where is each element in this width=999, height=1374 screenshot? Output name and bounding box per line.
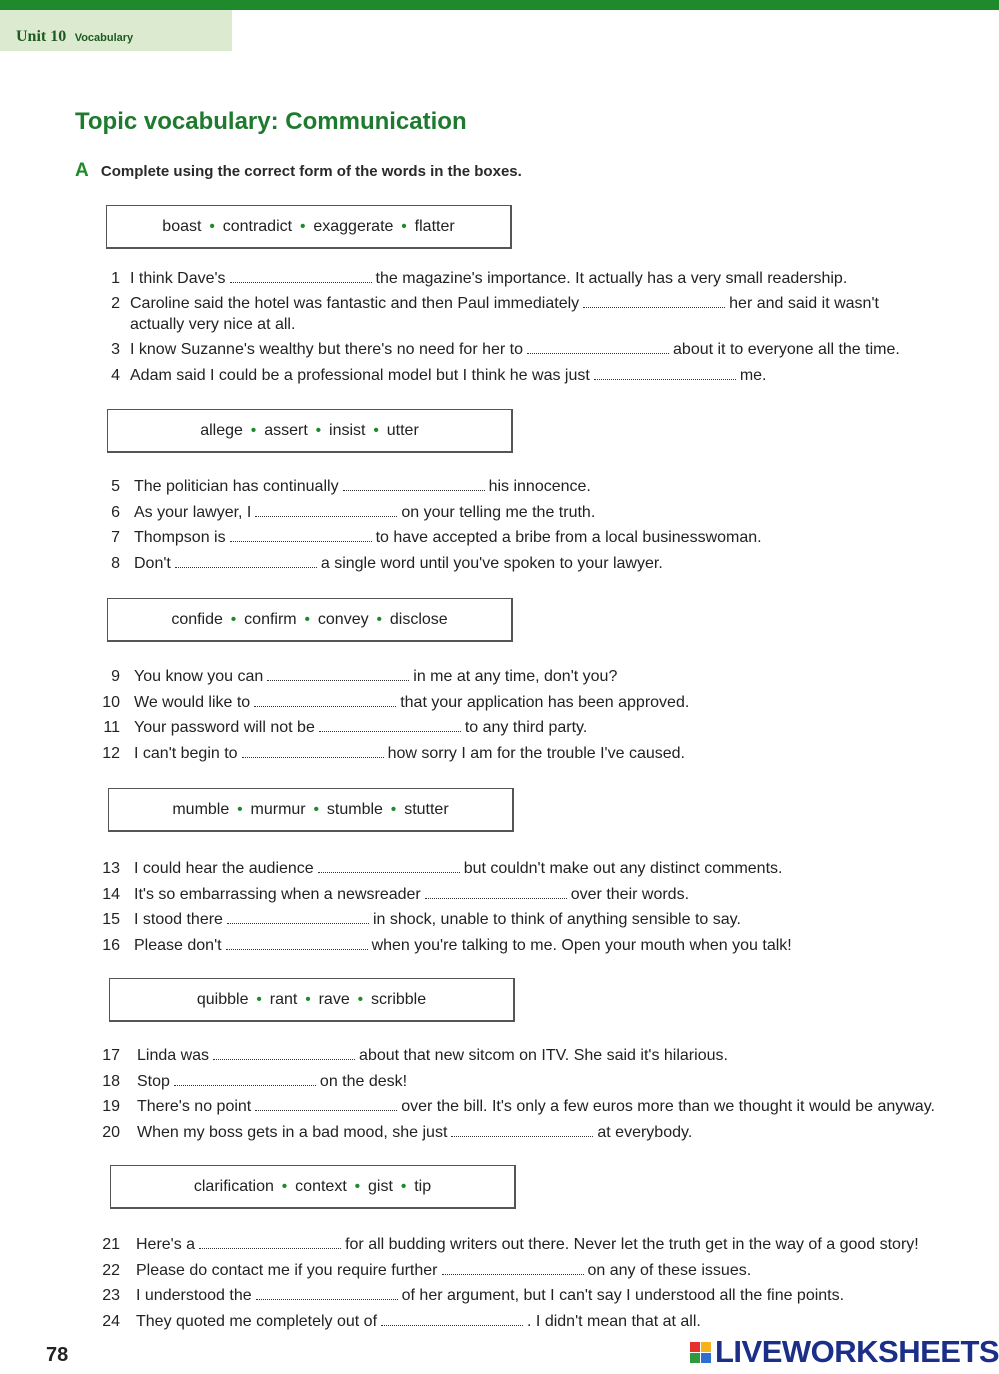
answer-blank[interactable]	[256, 1287, 398, 1300]
answer-blank[interactable]	[227, 911, 369, 924]
exercise-letter: A	[75, 160, 89, 181]
item-text-before: We would like to	[134, 694, 251, 711]
item-number: 19	[102, 1098, 120, 1115]
word-box-4	[108, 788, 514, 832]
word-box-1	[106, 205, 512, 249]
bullet-dot-icon: •	[250, 422, 257, 439]
box-word: confirm	[244, 610, 297, 628]
section-label: Vocabulary	[74, 32, 134, 44]
top-green-bar	[0, 0, 999, 10]
item-text-before: Stop	[137, 1073, 170, 1090]
bullet-dot-icon: •	[315, 422, 322, 439]
bullet-dot-icon: •	[230, 611, 237, 628]
item-text-after: when you're talking to me. Open your mouth when you talk!	[371, 937, 792, 954]
box-word: quibble	[196, 990, 249, 1008]
answer-blank[interactable]	[583, 295, 725, 308]
item-number: 7	[111, 529, 120, 546]
item-text-after: her and said it wasn't actually very nice at all.	[130, 295, 879, 333]
bullet-dot-icon: •	[354, 1178, 361, 1195]
box-word: mumble	[172, 800, 230, 818]
bullet-dot-icon: •	[281, 1178, 288, 1195]
box-word: rave	[318, 990, 350, 1008]
item-text-before: I understood the	[136, 1287, 252, 1304]
item-text-after: on the desk!	[319, 1073, 408, 1090]
bullet-dot-icon: •	[313, 801, 319, 818]
box-word: tip	[414, 1177, 432, 1195]
box-word: stutter	[404, 800, 449, 818]
item-number: 16	[102, 937, 120, 954]
bullet-dot-icon: •	[256, 991, 262, 1008]
bullet-dot-icon: •	[401, 218, 407, 235]
item-number: 2	[111, 295, 120, 312]
bullet-dot-icon: •	[400, 1178, 407, 1195]
word-box-2	[107, 409, 513, 453]
box-word: insist	[329, 421, 366, 439]
item-number: 14	[102, 886, 120, 903]
item-number: 6	[111, 504, 120, 521]
liveworksheets-logo[interactable]	[690, 1334, 999, 1370]
answer-blank[interactable]	[213, 1047, 355, 1060]
item-number: 8	[111, 555, 120, 572]
box-word: disclose	[389, 610, 448, 628]
answer-blank[interactable]	[451, 1124, 593, 1137]
item-text-before: When my boss gets in a bad mood, she just	[137, 1124, 448, 1141]
bullet-dot-icon: •	[305, 991, 311, 1008]
item-number: 20	[102, 1124, 120, 1141]
answer-blank[interactable]	[230, 270, 372, 283]
item-text-before: I think Dave's	[130, 270, 226, 287]
unit-label: Unit 10	[16, 28, 67, 45]
item-number: 22	[102, 1262, 120, 1279]
answer-blank[interactable]	[319, 719, 461, 732]
answer-blank[interactable]	[254, 694, 396, 707]
answer-blank[interactable]	[267, 668, 409, 681]
word-box-3	[107, 598, 513, 642]
box-word: stumble	[326, 800, 383, 818]
item-text-after: me.	[739, 367, 767, 384]
item-number: 23	[102, 1287, 120, 1304]
item-number: 9	[111, 668, 120, 685]
item-text-after: about that new sitcom on ITV. She said it's hilarious.	[359, 1047, 728, 1064]
item-text-after: . I didn't mean that at all.	[527, 1313, 701, 1330]
item-text-before: Your password will not be	[134, 719, 315, 736]
box-word: confide	[171, 610, 223, 628]
item-number: 18	[102, 1073, 120, 1090]
box-word: allege	[200, 421, 243, 439]
bullet-dot-icon: •	[376, 611, 382, 628]
page-title: Topic vocabulary: Communication	[75, 108, 467, 135]
item-text-after: of her argument, but I can't say I understood all the fine points.	[401, 1287, 845, 1304]
item-text-after: on your telling me the truth.	[401, 504, 596, 521]
box-word: clarification	[193, 1177, 274, 1195]
box-word: assert	[264, 421, 308, 439]
box-word: exaggerate	[313, 217, 394, 235]
answer-blank[interactable]	[255, 504, 397, 517]
logo-text: LIVEWORKSHEETS	[715, 1334, 999, 1369]
box-word: scribble	[370, 990, 427, 1008]
item-number: 5	[111, 478, 120, 495]
unit-header-tab	[0, 10, 232, 51]
item-text-after: over the bill. It's only a few euros more than we thought it would be anyway.	[401, 1098, 935, 1115]
logo-blocks-icon	[690, 1342, 711, 1363]
box-word: context	[295, 1177, 347, 1195]
exercise-instruction	[75, 160, 522, 182]
item-text-after: in me at any time, don't you?	[413, 668, 618, 685]
bullet-dot-icon: •	[373, 422, 379, 439]
bullet-dot-icon: •	[304, 611, 310, 628]
item-text-after: his innocence.	[488, 478, 591, 495]
answer-blank[interactable]	[425, 886, 567, 899]
item-text-after: in shock, unable to think of anything sensible to say.	[372, 911, 741, 928]
item-text-before: Adam said I could be a professional model but I think he was just	[130, 367, 590, 384]
bullet-dot-icon: •	[390, 801, 397, 818]
item-text-after: to any third party.	[464, 719, 588, 736]
item-text-before: You know you can	[134, 668, 264, 685]
page-number: 78	[46, 1344, 69, 1366]
item-text-after: at everybody.	[597, 1124, 693, 1141]
item-text-after: how sorry I am for the trouble I've caused.	[387, 745, 685, 762]
answer-blank[interactable]	[174, 1073, 316, 1086]
box-word: contradict	[222, 217, 293, 235]
item-text-before: Please do contact me if you require further	[136, 1262, 438, 1279]
answer-blank[interactable]	[318, 860, 460, 873]
item-text-after: the magazine's importance. It actually has a very small readership.	[375, 270, 848, 287]
item-text-before: They quoted me completely out of	[136, 1313, 378, 1330]
item-text-after: over their words.	[570, 886, 690, 903]
item-number: 12	[102, 745, 120, 762]
item-text-after: but couldn't make out any distinct comments.	[463, 860, 783, 877]
item-text-before: I stood there	[134, 911, 223, 928]
item-number: 10	[102, 694, 120, 711]
item-text-before: Here's a	[136, 1236, 196, 1253]
item-text-after: on any of these issues.	[587, 1262, 752, 1279]
bullet-dot-icon: •	[237, 801, 243, 818]
answer-blank[interactable]	[527, 341, 669, 354]
item-text-before: Caroline said the hotel was fantastic and then Paul immediately	[130, 295, 580, 312]
item-text-before: Don't	[134, 555, 171, 572]
bullet-dot-icon: •	[357, 991, 363, 1008]
answer-blank[interactable]	[594, 367, 736, 380]
item-text-before: I can't begin to	[134, 745, 238, 762]
answer-blank[interactable]	[343, 478, 485, 491]
item-text-before: There's no point	[137, 1098, 252, 1115]
box-word: murmur	[250, 800, 306, 818]
word-box-6	[110, 1165, 516, 1209]
box-word: boast	[162, 217, 202, 235]
bullet-dot-icon: •	[209, 218, 215, 235]
item-text-before: Linda was	[137, 1047, 210, 1064]
answer-blank[interactable]	[255, 1098, 397, 1111]
box-word: gist	[368, 1177, 393, 1195]
answer-blank[interactable]	[381, 1313, 523, 1326]
item-text-before: I know Suzanne's wealthy but there's no need for her to	[130, 341, 524, 358]
item-text-before: Thompson is	[134, 529, 226, 546]
box-word: utter	[386, 421, 419, 439]
item-number: 1	[111, 270, 120, 287]
answer-blank[interactable]	[442, 1262, 584, 1275]
item-text-after: to have accepted a bribe from a local businesswoman.	[375, 529, 762, 546]
item-number: 11	[103, 719, 120, 736]
item-text-before: I could hear the audience	[134, 860, 314, 877]
answer-blank[interactable]	[175, 555, 317, 568]
box-word: flatter	[414, 217, 455, 235]
item-number: 17	[102, 1047, 120, 1064]
instruction-text: Complete using the correct form of the words in the boxes.	[100, 163, 522, 180]
answer-blank[interactable]	[226, 937, 368, 950]
word-box-5	[109, 978, 515, 1022]
item-text-before: Please don't	[134, 937, 222, 954]
item-number: 24	[102, 1313, 120, 1330]
item-text-before: It's so embarrassing when a newsreader	[134, 886, 421, 903]
item-number: 15	[102, 911, 120, 928]
answer-blank[interactable]	[230, 529, 372, 542]
item-text-after: that your application has been approved.	[400, 694, 690, 711]
item-text-before: The politician has continually	[134, 478, 339, 495]
box-word: convey	[317, 610, 369, 628]
exercise-item	[98, 293, 968, 335]
box-word: rant	[269, 990, 298, 1008]
item-text-before: As your lawyer, I	[134, 504, 252, 521]
item-text-after: for all budding writers out there. Never let the truth get in the way of a good story!	[345, 1236, 919, 1253]
answer-blank[interactable]	[242, 745, 384, 758]
answer-blank[interactable]	[199, 1236, 341, 1249]
item-number: 4	[111, 367, 120, 384]
item-number: 13	[102, 860, 120, 877]
item-text-after: about it to everyone all the time.	[673, 341, 900, 358]
item-number: 3	[111, 341, 120, 358]
item-number: 21	[102, 1236, 120, 1253]
bullet-dot-icon: •	[300, 218, 306, 235]
item-text-after: a single word until you've spoken to your lawyer.	[320, 555, 663, 572]
